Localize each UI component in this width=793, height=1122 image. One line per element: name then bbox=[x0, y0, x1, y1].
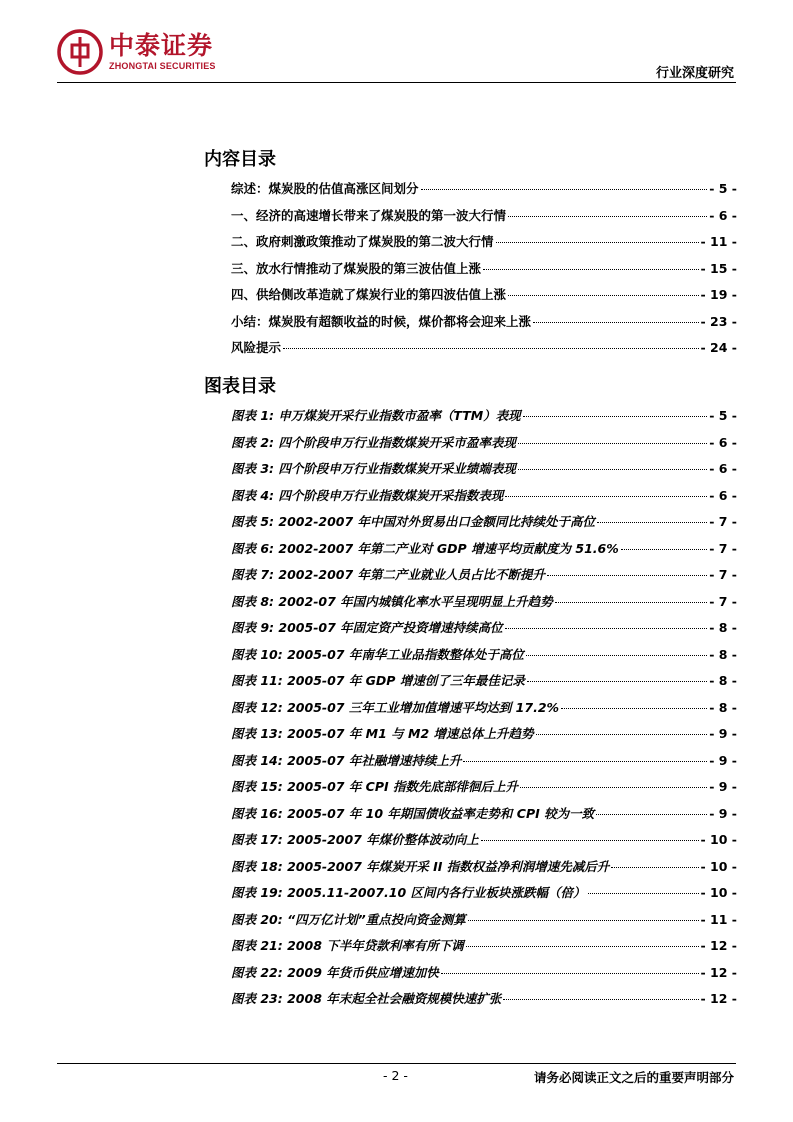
dot-leader bbox=[283, 348, 699, 349]
figure-entry[interactable] bbox=[231, 486, 737, 513]
figure-entry-label: 图表 19: 2005.11-2007.10 区间内各行业板块涨跌幅（倍） bbox=[231, 885, 586, 900]
figure-entry-label: 图表 17: 2005-2007 年煤价整体波动向上 bbox=[231, 832, 479, 847]
contents-entry-label: 综述：煤炭股的估值高涨区间划分 bbox=[231, 181, 419, 196]
dot-leader bbox=[421, 189, 708, 190]
figure-entry-page: - 12 - bbox=[700, 991, 737, 1006]
dot-leader bbox=[508, 216, 707, 217]
figure-entry-label: 图表 18: 2005-2007 年煤炭开采 II 指数权益净利润增速先减后升 bbox=[231, 858, 610, 874]
figure-entry[interactable] bbox=[231, 724, 737, 751]
contents-title: 内容目录 bbox=[204, 149, 276, 170]
contents-entry-page: - 15 - bbox=[700, 260, 737, 276]
figure-entry-page: - 10 - bbox=[700, 858, 737, 874]
dot-leader bbox=[520, 787, 707, 788]
figure-entry-label: 图表 4: 四个阶段申万行业指数煤炭开采指数表现 bbox=[231, 487, 504, 503]
figure-entry-page: - 12 - bbox=[700, 964, 737, 980]
figure-entry[interactable] bbox=[231, 406, 737, 433]
figures-list bbox=[231, 406, 737, 1016]
figure-entry-label: 图表 15: 2005-07 年 CPI 指数先底部徘徊后上升 bbox=[231, 779, 519, 794]
contents-entry-page: - 19 - bbox=[700, 287, 737, 302]
logo-chinese-name: 中泰证券 bbox=[109, 31, 214, 60]
figure-entry[interactable] bbox=[231, 804, 737, 831]
figure-entry[interactable] bbox=[231, 963, 737, 990]
figure-entry-label: 图表 7: 2002-2007 年第二产业就业人员占比不断提升 bbox=[231, 567, 546, 582]
figure-entry-page: - 7 - bbox=[709, 593, 737, 609]
dot-leader bbox=[523, 416, 708, 417]
figure-entry-page: - 6 - bbox=[709, 434, 737, 450]
figure-entry-label: 图表 1: 申万煤炭开采行业指数市盈率（TTM）表现 bbox=[231, 408, 521, 423]
contents-entry[interactable] bbox=[231, 312, 737, 339]
figure-entry-page: - 9 - bbox=[709, 805, 737, 821]
figure-entry[interactable] bbox=[231, 830, 737, 857]
dot-leader bbox=[441, 973, 699, 974]
contents-entry[interactable] bbox=[231, 206, 737, 233]
contents-entry-label: 一、经济的高速增长带来了煤炭股的第一波大行情 bbox=[231, 207, 507, 223]
figure-entry-label: 图表 11: 2005-07 年 GDP 增速创了三年最佳记录 bbox=[231, 673, 525, 688]
figure-entry-page: - 10 - bbox=[700, 885, 737, 900]
figure-entry-label: 图表 14: 2005-07 年社融增速持续上升 bbox=[231, 752, 462, 768]
dot-leader bbox=[547, 575, 707, 576]
figure-entry[interactable] bbox=[231, 989, 737, 1016]
contents-entry-page: - 24 - bbox=[700, 340, 737, 355]
figure-entry-label: 图表 9: 2005-07 年固定资产投资增速持续高位 bbox=[231, 620, 503, 635]
figure-entry-page: - 8 - bbox=[709, 673, 737, 688]
dot-leader bbox=[468, 920, 699, 921]
contents-entry-label: 小结：煤炭股有超额收益的时候，煤价都将会迎来上涨 bbox=[231, 313, 532, 329]
dot-leader bbox=[611, 867, 698, 868]
figure-entry-page: - 9 - bbox=[709, 779, 737, 794]
contents-entry-label: 三、放水行情推动了煤炭股的第三波估值上涨 bbox=[231, 260, 482, 276]
figure-entry-label: 图表 8: 2002-07 年国内城镇化率水平呈现明显上升趋势 bbox=[231, 593, 553, 609]
figure-entry-label: 图表 20: “四万亿计划”重点投向资金测算 bbox=[231, 911, 466, 927]
report-type: 行业深度研究 bbox=[655, 66, 734, 81]
figure-entry[interactable] bbox=[231, 910, 737, 937]
figure-entry-label: 图表 10: 2005-07 年南华工业品指数整体处于高位 bbox=[231, 646, 524, 662]
dot-leader bbox=[533, 322, 699, 323]
figure-entry[interactable] bbox=[231, 698, 737, 725]
disclaimer-note: 请务必阅读正文之后的重要声明部分 bbox=[533, 1070, 734, 1085]
figure-entry[interactable] bbox=[231, 592, 737, 619]
figure-entry-page: - 6 - bbox=[709, 487, 737, 503]
dot-leader bbox=[505, 628, 708, 629]
figure-entry-label: 图表 23: 2008 年末起全社会融资规模快速扩张 bbox=[231, 991, 502, 1006]
logo-english-name: ZHONGTAI SECURITIES bbox=[109, 61, 216, 71]
header-divider bbox=[57, 82, 736, 83]
figure-entry[interactable] bbox=[231, 857, 737, 884]
company-logo bbox=[57, 26, 216, 78]
dot-leader bbox=[561, 708, 707, 709]
dot-leader bbox=[597, 522, 707, 523]
figure-entry-page: - 7 - bbox=[709, 514, 737, 529]
dot-leader bbox=[536, 734, 708, 735]
figure-entry-page: - 7 - bbox=[709, 567, 737, 582]
dot-leader bbox=[596, 814, 707, 815]
dot-leader bbox=[555, 602, 708, 603]
dot-leader bbox=[463, 761, 707, 762]
dot-leader bbox=[518, 443, 707, 444]
figure-entry-page: - 8 - bbox=[709, 620, 737, 635]
contents-entry-page: - 5 - bbox=[709, 181, 737, 196]
figure-entry-page: - 6 - bbox=[709, 461, 737, 476]
figure-entry-label: 图表 5: 2002-2007 年中国对外贸易出口金额同比持续处于高位 bbox=[231, 514, 596, 529]
figure-entry[interactable] bbox=[231, 512, 737, 539]
figure-entry[interactable] bbox=[231, 539, 737, 566]
figure-entry-page: - 10 - bbox=[700, 832, 737, 847]
contents-entry[interactable] bbox=[231, 179, 737, 206]
figure-entry-page: - 8 - bbox=[709, 646, 737, 662]
contents-entry-label: 风险提示 bbox=[231, 340, 282, 355]
dot-leader bbox=[505, 496, 707, 497]
figure-entry-page: - 9 - bbox=[709, 726, 737, 741]
figure-entry[interactable] bbox=[231, 936, 737, 963]
figure-entry-page: - 8 - bbox=[709, 699, 737, 715]
dot-leader bbox=[621, 549, 707, 550]
dot-leader bbox=[483, 269, 699, 270]
figures-title: 图表目录 bbox=[204, 376, 276, 397]
dot-leader bbox=[496, 242, 699, 243]
figure-entry[interactable] bbox=[231, 883, 737, 910]
dot-leader bbox=[481, 840, 699, 841]
dot-leader bbox=[508, 295, 699, 296]
contents-entry-label: 四、供给侧改革造就了煤炭行业的第四波估值上涨 bbox=[231, 287, 507, 302]
figure-entry-label: 图表 2: 四个阶段申万行业指数煤炭开采市盈率表现 bbox=[231, 434, 516, 450]
figure-entry-label: 图表 13: 2005-07 年 M1 与 M2 增速总体上升趋势 bbox=[231, 726, 534, 741]
figure-entry[interactable] bbox=[231, 751, 737, 778]
page-number: - 2 - bbox=[383, 1068, 408, 1083]
figure-entry-page: - 11 - bbox=[700, 911, 737, 927]
dot-leader bbox=[503, 999, 698, 1000]
figure-entry[interactable] bbox=[231, 671, 737, 698]
figure-entry-page: - 9 - bbox=[709, 752, 737, 768]
contents-entry-page: - 11 - bbox=[700, 234, 737, 249]
figure-entry-page: - 5 - bbox=[709, 408, 737, 423]
contents-entry-page: - 23 - bbox=[700, 313, 737, 329]
figure-entry-label: 图表 12: 2005-07 三年工业增加值增速平均达到 17.2% bbox=[231, 699, 560, 715]
dot-leader bbox=[527, 681, 707, 682]
contents-entry[interactable] bbox=[231, 338, 737, 365]
contents-entry[interactable] bbox=[231, 232, 737, 259]
contents-entry-label: 二、政府刺激政策推动了煤炭股的第二波大行情 bbox=[231, 234, 494, 249]
dot-leader bbox=[526, 655, 707, 656]
dot-leader bbox=[588, 893, 699, 894]
figure-entry[interactable] bbox=[231, 618, 737, 645]
contents-entry[interactable] bbox=[231, 285, 737, 312]
figure-entry-label: 图表 6: 2002-2007 年第二产业对 GDP 增速平均贡献度为 51.6% bbox=[231, 540, 619, 556]
figure-entry-label: 图表 3: 四个阶段申万行业指数煤炭开采业绩端表现 bbox=[231, 461, 516, 476]
contents-list bbox=[231, 179, 737, 365]
figure-entry-page: - 12 - bbox=[700, 938, 737, 953]
figure-entry-label: 图表 16: 2005-07 年 10 年期国债收益率走势和 CPI 较为一致 bbox=[231, 805, 595, 821]
figure-entry-label: 图表 22: 2009 年货币供应增速加快 bbox=[231, 964, 439, 980]
dot-leader bbox=[518, 469, 707, 470]
figure-entry-label: 图表 21: 2008 下半年贷款利率有所下调 bbox=[231, 938, 464, 953]
figure-entry[interactable] bbox=[231, 565, 737, 592]
zhongtai-logo-icon bbox=[57, 29, 103, 75]
dot-leader bbox=[466, 946, 699, 947]
footer-divider bbox=[57, 1063, 736, 1064]
contents-entry[interactable] bbox=[231, 259, 737, 286]
figure-entry[interactable] bbox=[231, 433, 737, 460]
figure-entry-page: - 7 - bbox=[709, 540, 737, 556]
figure-entry[interactable] bbox=[231, 459, 737, 486]
figure-entry[interactable] bbox=[231, 777, 737, 804]
contents-entry-page: - 6 - bbox=[709, 207, 737, 223]
figure-entry[interactable] bbox=[231, 645, 737, 672]
